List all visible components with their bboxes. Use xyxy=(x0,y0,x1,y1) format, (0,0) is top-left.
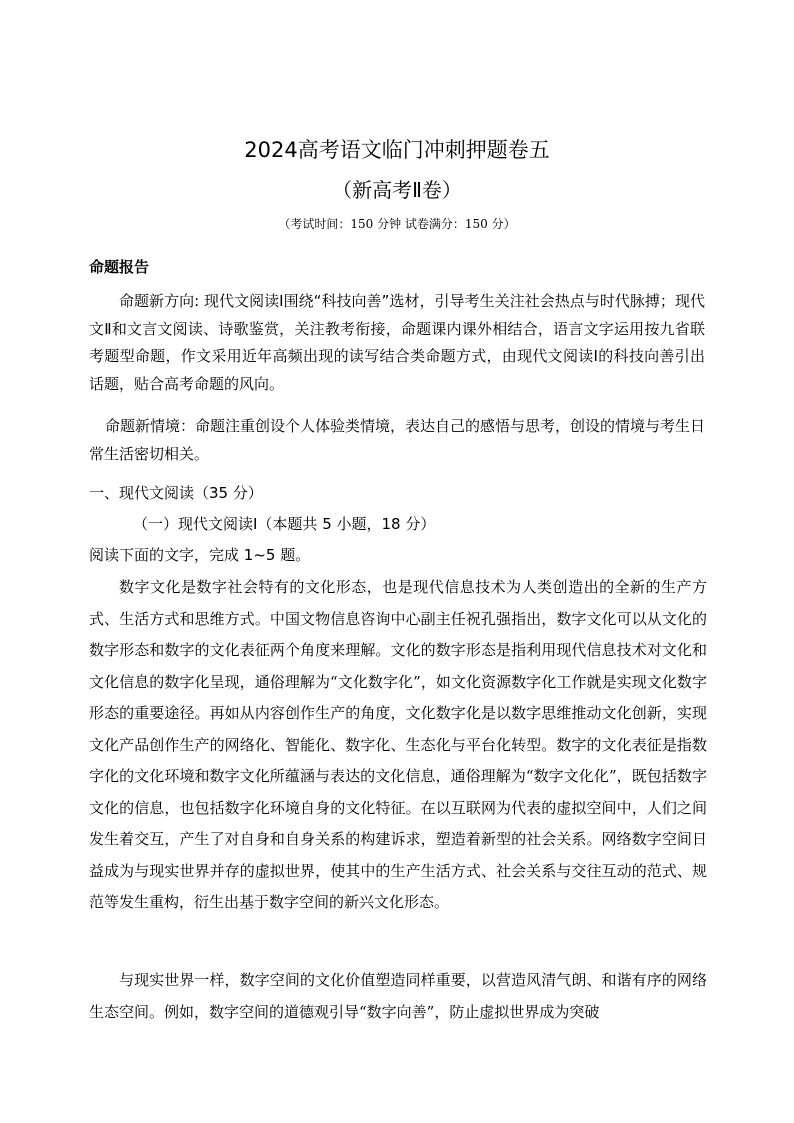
exam-info: （考试时间：150 分钟 试卷满分：150 分） xyxy=(278,217,516,231)
report-heading: 命题报告 xyxy=(89,258,150,276)
passage-paragraph-1: 数字文化是数字社会特有的文化形态，也是现代信息技术为人类创造出的全新的生产方式、生活方式和思维方式。中国文物信息咨询中心副主任祝孔强指出，数字文化可以从文化的数字形态和数字的文化表征两个角度来理解。文化的数字形态是指利用现代信息技术对文化和文化信息的数字化呈现，通俗理解为“文化数字化”，如文化资源数字化工作就是实现文化数字形态的重要途径。再如从内容创作生产的角度，文化数字化是以数字思维推动文化创新，实现文化产品创作生产的网络化、智能化、数字化、生态化与平台化转型。数字的文化表征是指数字化的文化环境和数字文化所蕴涵与表达的文化信息，通俗理解为“数字文化化”，既包括数字文化的信息，也包括数字化环境自身的文化特征。在以互联网为代表的虚拟空间中，人们之间发生着交互，产生了对自身和自身关系的构建诉求，塑造着新型的社会关系。网络数字空间日益成为与现实世界并存的虚拟世界，使其中的生产生活方式、社会关系与交往互动的范式、规范等发生重构，衍生出基于数字空间的新兴文化形态。 xyxy=(89,578,707,911)
report-new-direction: 命题新方向: 现代文阅读Ⅰ围绕“科技向善”选材，引导考生关注社会热点与时代脉搏；现代文Ⅱ和文言文阅读、诗歌鉴赏，关注教考衔接，命题课内课外相结合，语言文字运用按九省联考题型命题，作文采用近年高频出现的读写结合类命题方式，由现代文阅读Ⅰ的科技向善引出话题，贴合高考命题的风向。 xyxy=(89,292,705,393)
section-one-heading: 一、现代文阅读（35 分） xyxy=(89,484,263,502)
report-new-context: 命题新情境：命题注重创设个人体验类情境，表达自己的感悟与思考，创设的情境与考生日常生活密切相关。 xyxy=(89,417,706,463)
passage-paragraph-2: 与现实世界一样，数字空间的文化价值塑造同样重要，以营造风清气朗、和谐有序的网络生态空间。例如，数字空间的道德观引导“数字向善”，防止虚拟世界成为突破 xyxy=(89,971,707,1021)
reading-instruction: 阅读下面的文字，完成 1~5 题。 xyxy=(89,546,311,564)
document-title: 2024高考语文临门冲刺押题卷五 xyxy=(244,138,550,162)
document-subtitle: （新高考Ⅱ卷） xyxy=(332,178,462,202)
subsection-heading: （一）现代文阅读Ⅰ（本题共 5 小题，18 分） xyxy=(133,515,436,533)
